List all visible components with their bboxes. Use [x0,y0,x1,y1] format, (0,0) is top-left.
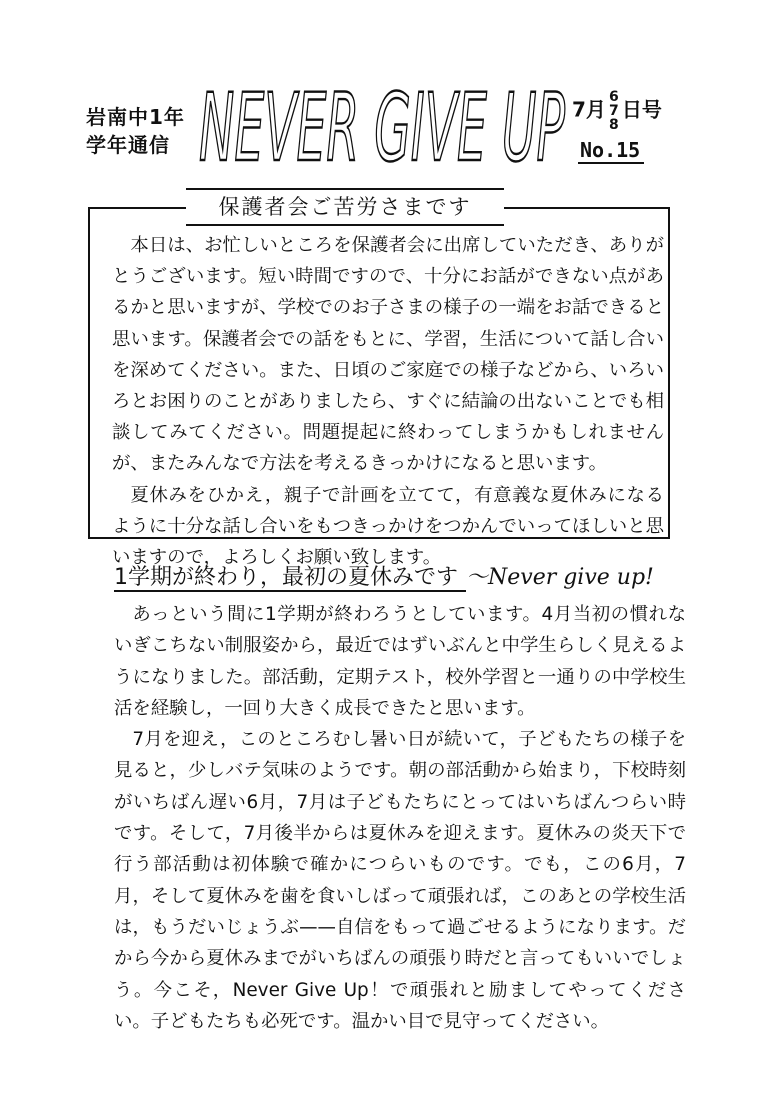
school-name [86,103,185,159]
parents-meeting-text [112,230,664,573]
date-days [607,90,621,132]
school-line-1: 岩南中1年 [86,105,185,129]
section-text [114,599,686,1037]
issue-date [572,90,662,132]
box-paragraph-1: 本日は、お忙しいところを保護者会に出席していただき、ありがとうございます。短い時間ですので、十分にお話ができない点があるかと思いますが、学校でのお子さまの様子の一端をお話できると思います。保護者会での話をもとに、学習，生活について話し合いを深めてください。また、日頃のご家庭での様子などから、いろいろとお困りのことがありましたら、すぐに結論の出ないことでも相談してみてください。問題提起に終わってしまうかもしれませんが、またみんなで方法を考えるきっかけになると思います。 [112,235,664,475]
date-day-3: 8 [609,117,619,133]
issue-number: No.15 [578,138,644,164]
parents-meeting-heading: 保護者会ご苦労さまです [186,188,504,226]
section-heading [114,559,674,599]
section-paragraph-2: 7月を迎え，このところむし暑い日が続いて，子どもたちの様子を見ると，少しバテ気味のようです。朝の部活動から始まり，下校時刻がいちばん遅い6月，7月は子どもたちにとってはいちばんつらい時です。そして，7月後半からは夏休みを迎えます。夏休みの炎天下で行う部活動は初体験で確かにつらいものです。でも，この6月，7月，そして夏休みを歯を食いしばって頑張れば，このあとの学校生活は，もうだいじょうぶ——自信をもって過ごせるようになります。だから今から夏休みまでがいちばんの頑張り時だと言ってもいいでしょう。今こそ，Never Give Up！で頑張れと励ましてやってください。子どもたちも必死です。温かい目で見守ってください。 [114,729,686,1032]
date-month: 7月 [572,97,606,122]
school-line-2: 学年通信 [86,133,170,157]
title-text: NEVER GIVE UP [199,74,566,178]
date-day-2: 7 [609,103,619,119]
section-heading-main: 1学期が終わり，最初の夏休みです [114,565,466,592]
section-heading-tail: 〜Never give up! [466,565,654,590]
box-paragraph-2: 夏休みをひかえ，親子で計画を立てて，有意義な夏休みになるように十分な話し合いをもつきっかけをつかんでいってほしいと思いますので，よろしくお願い致します。 [112,484,664,569]
date-day-1: 6 [609,89,619,105]
section-paragraph-1: あっという間に1学期が終わろうとしています。4月当初の慣れないぎこちない制服姿から，最近ではずいぶんと中学生らしく見えるようになりました。部活動，定期テスト，校外学習と一通りの中学校生活を経験し，一回り大きく成長できたと思います。 [114,604,686,719]
date-suffix: 日号 [621,97,662,122]
newsletter-title [196,70,568,178]
